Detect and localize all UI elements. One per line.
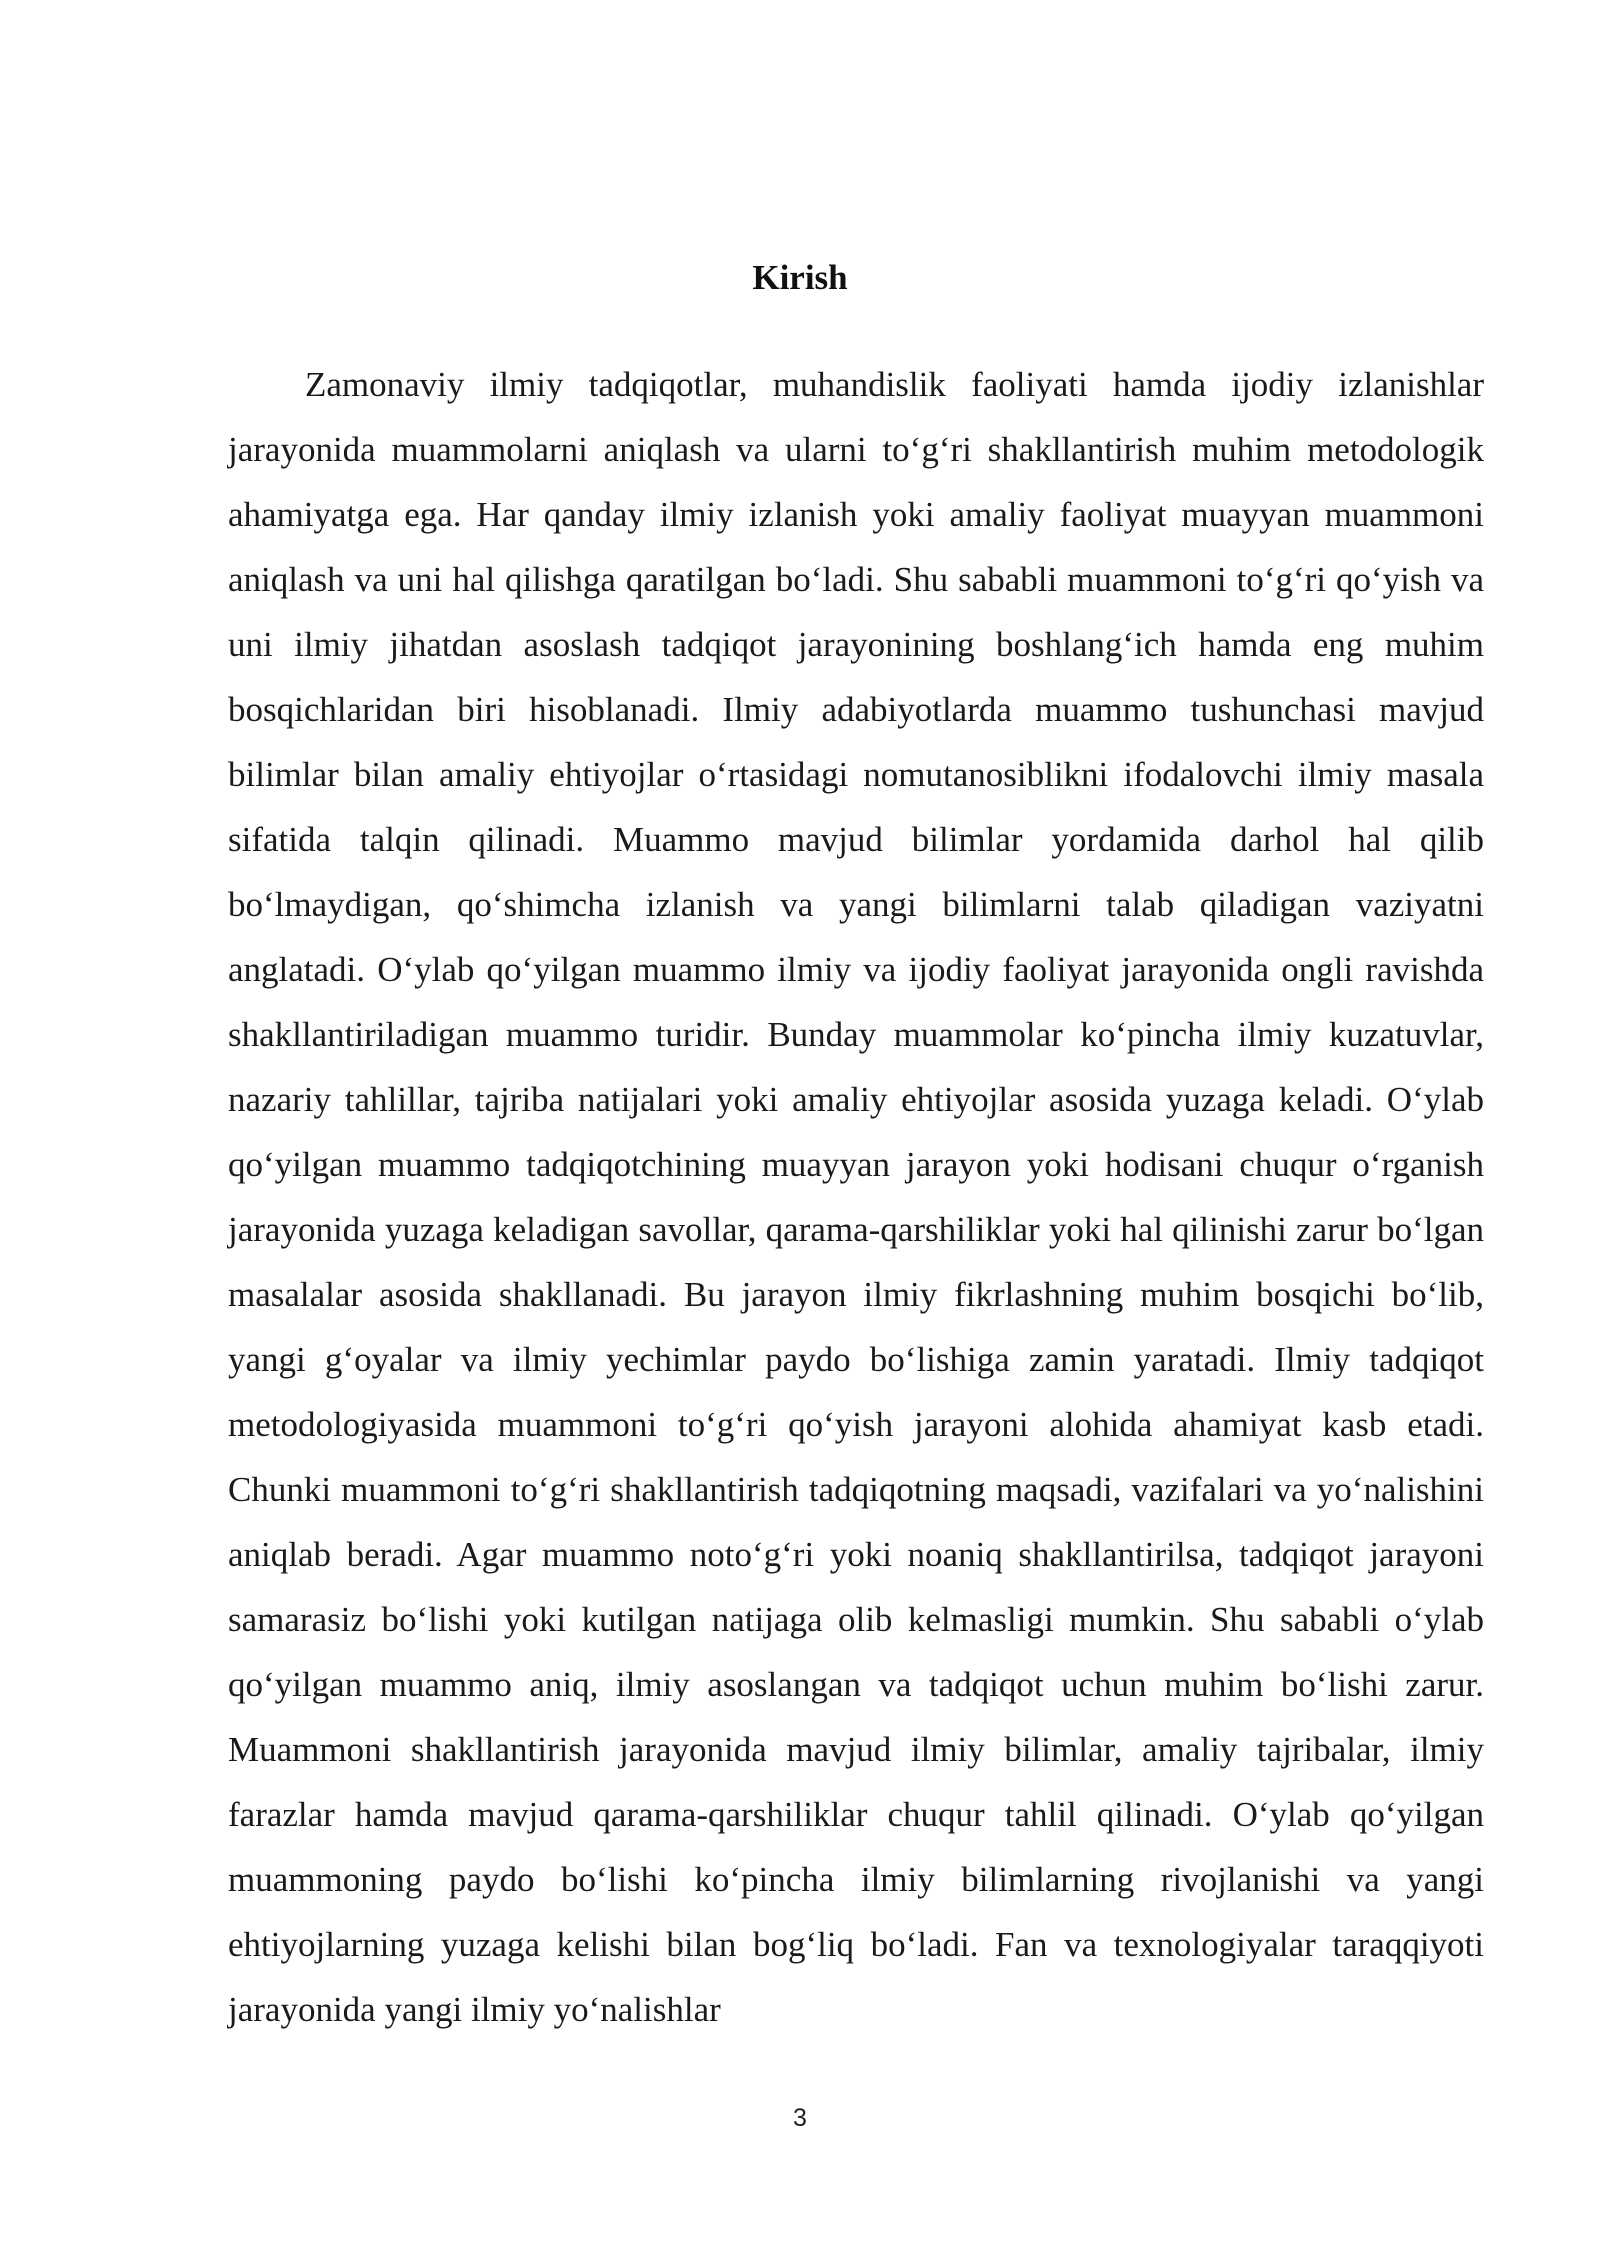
body-paragraph: Zamonaviy ilmiy tadqiqotlar, muhandislik faoliyati hamda ijodiy izlanishlar jarayonida muammolarni aniqlash va ularni to‘g‘ri shakllantirish muhim metodologik ahamiyatga ega. Har qanday ilmiy izlanish yoki amaliy faoliyat muayyan muammoni aniqlash va uni hal qilishga qaratilgan bo‘ladi. Shu sababli muammoni to‘g‘ri qo‘yish va uni ilmiy jihatdan asoslash tadqiqot jarayonining boshlang‘ich hamda eng muhim bosqichlaridan biri hisoblanadi. Ilmiy adabiyotlarda muammo tushunchasi mavjud bilimlar bilan amaliy ehtiyojlar o‘rtasidagi nomutanosiblikni ifodalovchi ilmiy masala sifatida talqin qilinadi. Muammo mavjud bilimlar yordamida darhol hal qilib bo‘lmaydigan, qo‘shimcha izlanish va yangi bilimlarni talab qiladigan vaziyatni anglatadi. O‘ylab qo‘yilgan muammo ilmiy va ijodiy faoliyat jarayonida ongli ravishda shakllantiriladigan muammo turidir. Bunday muammolar ko‘pincha ilmiy kuzatuvlar, nazariy tahlillar, tajriba natijalari yoki amaliy ehtiyojlar asosida yuzaga keladi. O‘ylab qo‘yilgan muammo tadqiqotchining muayyan jarayon yoki hodisani chuqur o‘rganish jarayonida yuzaga keladigan savollar, qarama-qarshiliklar yoki hal qilinishi zarur bo‘lgan masalalar asosida shakllanadi. Bu jarayon ilmiy fikrlashning muhim bosqichi bo‘lib, yangi g‘oyalar va ilmiy yechimlar paydo bo‘lishiga zamin yaratadi. Ilmiy tadqiqot metodologiyasida muammoni to‘g‘ri qo‘yish jarayoni alohida ahamiyat kasb etadi. Chunki muammoni to‘g‘ri shakllantirish tadqiqotning maqsadi, vazifalari va yo‘nalishini aniqlab beradi. Agar muammo noto‘g‘ri yoki noaniq shakllantirilsa, tadqiqot jarayoni samarasiz bo‘lishi yoki kutilgan natijaga olib kelmasligi mumkin. Shu sababli o‘ylab qo‘yilgan muammo aniq, ilmiy asoslangan va tadqiqot uchun muhim bo‘lishi zarur. Muammoni shakllantirish jarayonida mavjud ilmiy bilimlar, amaliy tajribalar, ilmiy farazlar hamda mavjud qarama-qarshiliklar chuqur tahlil qilinadi. O‘ylab qo‘yilgan muammoning paydo bo‘lishi ko‘pincha ilmiy bilimlarning rivojlanishi va yangi ehtiyojlarning yuzaga kelishi bilan bog‘liq bo‘ladi. Fan va texnologiyalar taraqqiyoti jarayonida yangi ilmiy yo‘nalishlar	[228, 365, 1484, 2029]
page-number: 3	[793, 2104, 807, 2132]
section-title: Kirish	[752, 258, 848, 297]
